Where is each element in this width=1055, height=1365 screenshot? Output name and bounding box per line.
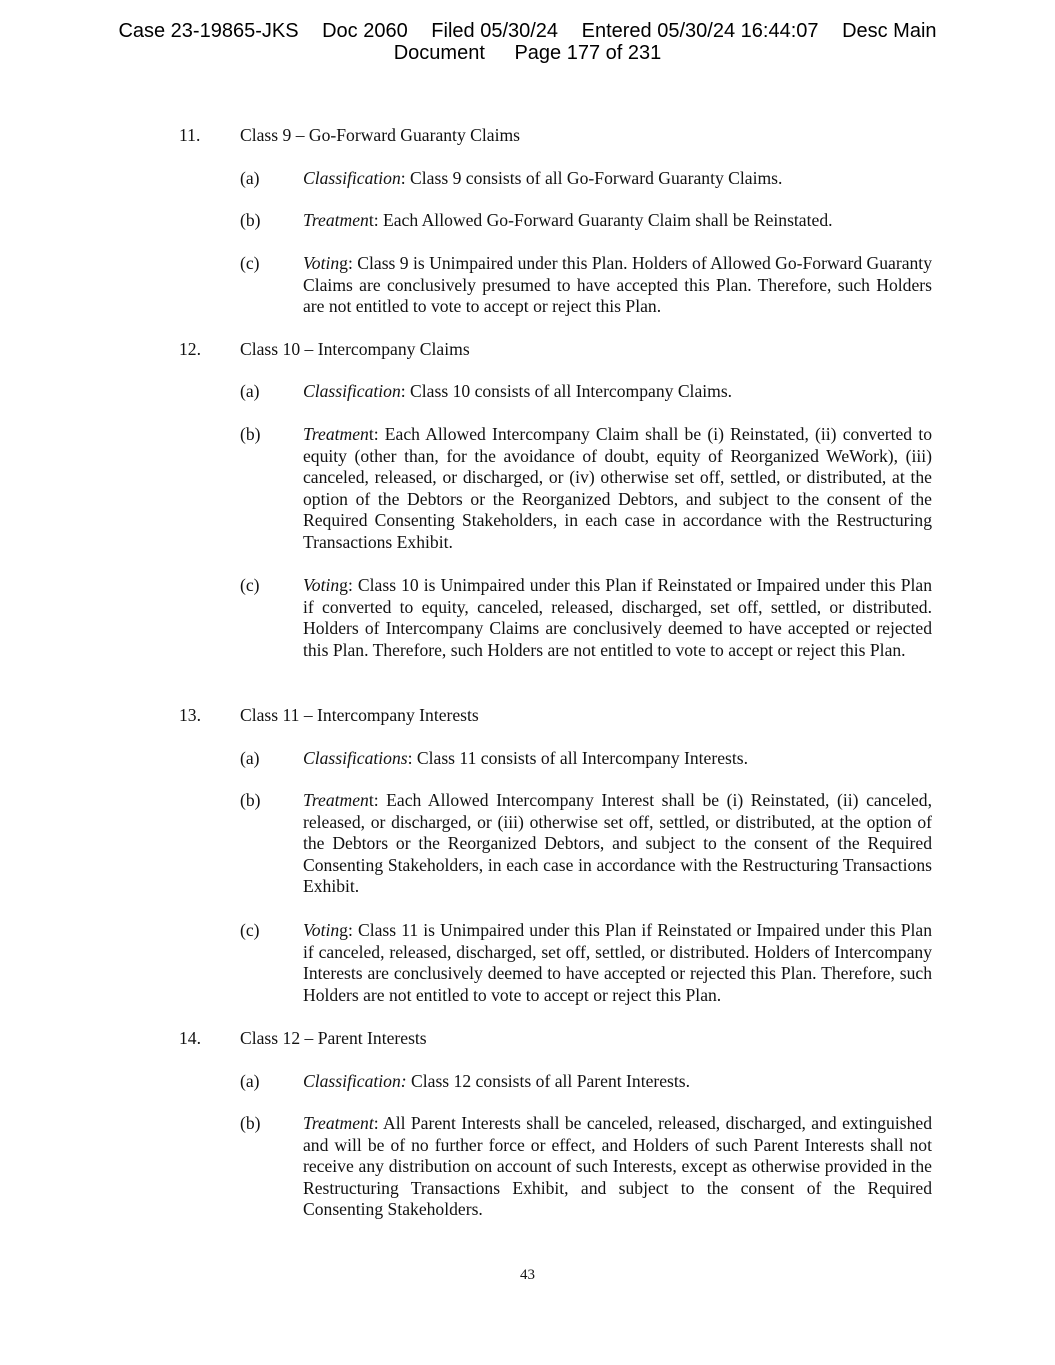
item-label-suffix: g (339, 253, 348, 273)
item-body (303, 748, 932, 770)
section-number: 12. (179, 339, 201, 359)
item-label: Classification (303, 168, 401, 188)
item-label: Treatmen (303, 424, 369, 444)
item-letter: (c) (240, 253, 260, 273)
item-label-suffix: t (368, 210, 374, 230)
item-text: : Class 9 is Unimpaired under this Plan. Holders of Allowed Go-Forward Guaranty Claims are conclusively presumed to have accepted this Plan. Therefore, such Holders are not entitled to vote to accept or reject this Plan. (303, 253, 932, 317)
item-body (303, 1113, 932, 1221)
item-body (303, 168, 932, 190)
item-label: Votin (303, 575, 340, 595)
item-letter: (a) (240, 748, 260, 768)
item-text: : Class 10 is Unimpaired under this Plan if Reinstated or Impaired under this Plan if converted to equity, canceled, released, discharged, set off, settled, or distributed. Holders of Intercompany Claims are conclusively deemed to have accepted or rejected this Plan. Therefore, such Holders are not entitled to vote to accept or reject this Plan. (303, 575, 932, 660)
item-label: Classification (303, 381, 401, 401)
item-text: : Class 9 consists of all Go-Forward Guaranty Claims. (400, 168, 783, 188)
page-number: 43 (520, 1267, 535, 1283)
item-body (303, 381, 932, 403)
item-letter: (c) (240, 920, 260, 940)
item-label: Treatment (303, 1113, 374, 1133)
item-label: Votin (303, 920, 340, 940)
item-body (303, 790, 932, 898)
desc-label: Desc Main (842, 20, 937, 42)
item-text: : All Parent Interests shall be canceled, released, discharged, and extinguished and will be of no further force or effect, and Holders of such Parent Interests shall not receive any distribution on account of such Interests, except as otherwise provided in the Restructuring Transactions Exhibit, and subject to the consent of the Required Consenting Stakeholders. (303, 1113, 932, 1220)
item-body (303, 210, 932, 232)
filing-header-line-1 (0, 20, 1055, 42)
item-letter: (b) (240, 1113, 261, 1133)
section-title: Class 10 – Intercompany Claims (240, 339, 470, 359)
document-label: Document (393, 42, 485, 64)
filing-header-line-2 (0, 42, 1055, 64)
section-title: Class 9 – Go-Forward Guaranty Claims (240, 125, 520, 145)
section-title: Class 11 – Intercompany Interests (240, 705, 479, 725)
item-text: : Each Allowed Go-Forward Guaranty Claim shall be Reinstated. (373, 210, 833, 230)
item-body (303, 253, 932, 318)
item-text: : Class 11 consists of all Intercompany Interests. (407, 748, 749, 768)
item-letter: (a) (240, 1071, 260, 1091)
item-label: Classifications (303, 748, 408, 768)
item-label-suffix: g (339, 575, 348, 595)
item-label-suffix: g (339, 920, 348, 940)
item-text: Class 12 consists of all Parent Interests. (406, 1071, 691, 1091)
item-body (303, 1071, 932, 1093)
item-label: Treatmen (303, 210, 369, 230)
item-letter: (b) (240, 424, 261, 444)
section-number: 14. (179, 1028, 201, 1048)
case-number: Case 23-19865-JKS (118, 20, 299, 42)
item-text: : Class 11 is Unimpaired under this Plan if Reinstated or Impaired under this Plan if canceled, released, discharged, set off, settled, or distributed. Holders of Intercompany Interests are conclusively deemed to have accepted or rejected this Plan. Therefore, such Holders are not entitled to vote to accept or reject this Plan. (303, 920, 932, 1005)
item-label: Treatmen (303, 790, 369, 810)
item-letter: (c) (240, 575, 260, 595)
item-text: : Each Allowed Intercompany Claim shall be (i) Reinstated, (ii) converted to equity (other than, for the avoidance of doubt, equity of Reorganized WeWork), (iii) canceled, released, or discharged, or (iv) otherwise set off, settled, or distributed, at the option of the Debtors or the Reorganized Debtors, and subject to the consent of the Required Consenting Stakeholders, in each case in accordance with the Restructuring Transactions Exhibit. (303, 424, 932, 552)
item-label: Votin (303, 253, 340, 273)
filing-header (0, 20, 1055, 64)
item-body (303, 920, 932, 1006)
item-letter: (a) (240, 381, 260, 401)
item-text: : Class 10 consists of all Intercompany Claims. (400, 381, 733, 401)
item-label: Classification: (303, 1071, 407, 1091)
item-letter: (a) (240, 168, 260, 188)
item-body (303, 575, 932, 661)
item-label-suffix: t (368, 424, 374, 444)
item-body (303, 424, 932, 554)
doc-number: Doc 2060 (322, 20, 408, 42)
item-letter: (b) (240, 210, 261, 230)
entered-date: Entered 05/30/24 16:44:07 (581, 20, 819, 42)
page-count: Page 177 of 231 (514, 42, 662, 64)
section-number: 11. (179, 125, 201, 145)
item-letter: (b) (240, 790, 261, 810)
item-label-suffix: t (368, 790, 374, 810)
section-number: 13. (179, 705, 201, 725)
section-title: Class 12 – Parent Interests (240, 1028, 427, 1048)
item-text: : Each Allowed Intercompany Interest shall be (i) Reinstated, (ii) canceled, released, or discharged, or (iii) otherwise set off, settled, or distributed, at the option of the Debtors or the Reorganized Debtors, and subject to the consent of the Required Consenting Stakeholders, in each case in accordance with the Restructuring Transactions Exhibit. (303, 790, 932, 897)
filed-date: Filed 05/30/24 (431, 20, 559, 42)
